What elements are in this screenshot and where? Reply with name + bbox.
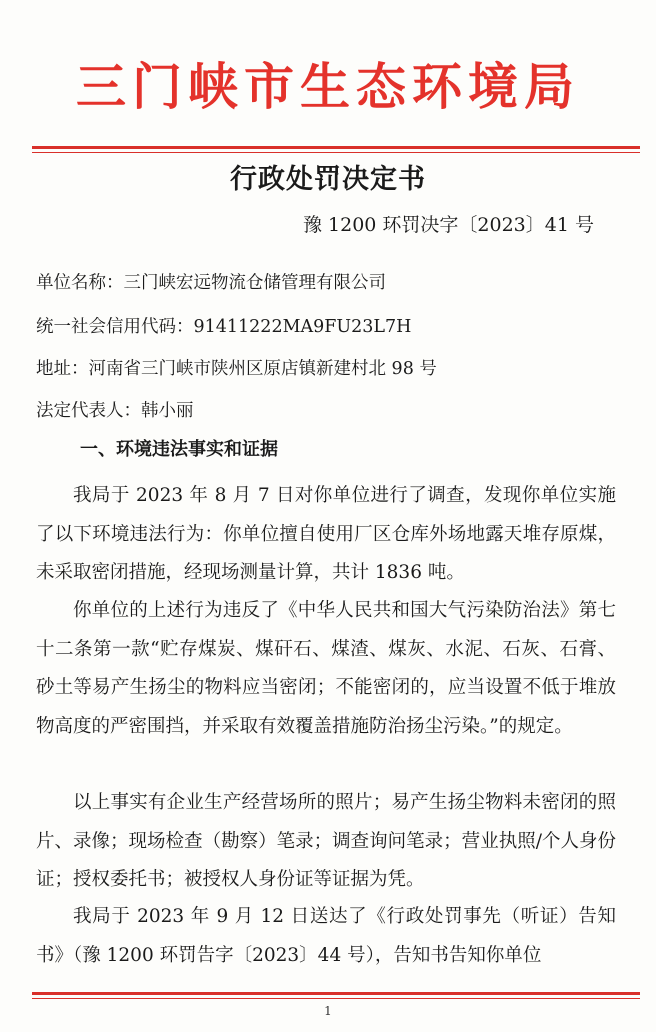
document-number: 豫 1200 环罚决字〔2023〕41 号 [302, 214, 594, 236]
letterhead-rule-thick [32, 146, 640, 149]
paragraph-evidence: 以上事实有企业生产经营场所的照片；易产生扬尘物料未密闭的照片、录像；现场检查（勘察）笔录；调查询问笔录；营业执照/个人身份证；授权委托书；被授权人身份证等证据为凭。 [36, 792, 616, 890]
section-heading: 一、环境违法事实和证据 [80, 439, 278, 460]
party-representative: 法定代表人：韩小丽 [36, 401, 194, 421]
paragraph-notice: 我局于 2023 年 9 月 12 日送达了《行政处罚事先（听证）告知书》（豫 1200 环罚告字〔2023〕44 号），告知书告知你单位 [36, 906, 616, 966]
footer-rule-thick [32, 992, 640, 995]
party-credit-code: 统一社会信用代码：91411222MA9FU23L7H [36, 317, 412, 337]
page-number: 1 [324, 1004, 332, 1018]
letterhead-rule-thin [32, 152, 640, 153]
document-title: 行政处罚决定书 [230, 164, 426, 195]
footer-rule-thin [32, 998, 640, 999]
party-address: 地址：河南省三门峡市陕州区原店镇新建村北 98 号 [36, 359, 437, 379]
agency-letterhead: 三门峡市生态环境局 [76, 58, 580, 116]
party-name: 单位名称：三门峡宏远物流仓储管理有限公司 [36, 273, 386, 293]
paragraph-investigation: 我局于 2023 年 8 月 7 日对你单位进行了调查，发现你单位实施了以下环境违法行为：你单位擅自使用厂区仓库外场地露天堆存原煤，未采取密闭措施，经现场测量计算，共计 1836 吨。 [36, 485, 616, 583]
paragraph-violation: 你单位的上述行为违反了《中华人民共和国大气污染防治法》第七十二条第一款“贮存煤炭、煤矸石、煤渣、煤灰、水泥、石灰、石膏、砂土等易产生扬尘的物料应当密闭；不能密闭的，应当设置不低于堆放物高度的严密围挡，并采取有效覆盖措施防治扬尘污染。”的规定。 [36, 600, 616, 737]
